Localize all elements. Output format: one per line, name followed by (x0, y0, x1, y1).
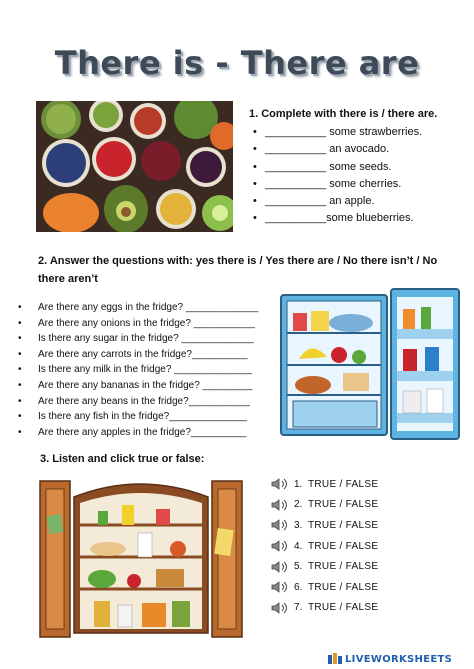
list-item[interactable]: • __________some blueberries. (249, 210, 464, 227)
item-number: 4. (294, 540, 303, 552)
true-false-options[interactable]: TRUE / FALSE (308, 540, 379, 552)
fruit-bowls-photo (36, 101, 233, 232)
bullet-icon: • (18, 348, 22, 360)
true-false-item (270, 495, 460, 516)
list-item[interactable]: • __________ some strawberries. (249, 124, 464, 141)
item-number: 6. (294, 581, 303, 593)
footer (328, 653, 452, 666)
bullet-icon: • (18, 302, 22, 313)
item-number: 5. (294, 561, 303, 573)
list-item[interactable]: • Are there any apples in the fridge?__________ (18, 425, 273, 441)
bullet-icon: • (253, 177, 257, 190)
true-false-options[interactable]: TRUE / FALSE (308, 499, 379, 511)
item-number: 1. (294, 478, 303, 490)
cupboard-illustration (38, 475, 244, 640)
true-false-options[interactable]: TRUE / FALSE (308, 519, 379, 531)
list-item[interactable]: • __________ an apple. (249, 193, 464, 210)
speaker-icon[interactable] (270, 498, 292, 512)
item-number: 2. (294, 499, 303, 511)
bullet-icon: • (18, 333, 22, 345)
speaker-icon[interactable] (270, 539, 292, 553)
true-false-item (270, 598, 460, 619)
true-false-options[interactable]: TRUE / FALSE (308, 478, 379, 490)
bullet-icon: • (18, 426, 22, 438)
list-item[interactable]: • Are there any carrots in the fridge?__________ (18, 347, 273, 363)
bullet-icon: • (18, 317, 22, 329)
list-item[interactable]: • Is there any milk in the fridge? ______________ (18, 362, 273, 378)
speaker-icon[interactable] (270, 580, 292, 594)
speaker-icon[interactable] (270, 601, 292, 615)
list-item[interactable]: • __________ an avocado. (249, 141, 464, 158)
bullet-icon: • (18, 379, 22, 391)
list-item[interactable]: • Are there any beans in the fridge?___________ (18, 394, 273, 410)
true-false-item (270, 515, 460, 536)
section-1-list (249, 124, 464, 228)
bullet-icon: • (18, 364, 22, 376)
true-false-options[interactable]: TRUE / FALSE (308, 581, 379, 593)
page-title: There is - There are (54, 44, 420, 82)
section-3-true-false (270, 474, 460, 618)
true-false-options[interactable]: TRUE / FALSE (308, 561, 379, 573)
brand-name[interactable]: LIVEWORKSHEETS (345, 654, 453, 665)
section-2-heading: 2. Answer the questions with: yes there is / Yes there are / No there isn’t / No there aren’t (38, 255, 438, 285)
section-complete (249, 108, 464, 228)
section-1-heading: 1. Complete with there is / there are. (249, 108, 438, 120)
speaker-icon[interactable] (270, 477, 292, 491)
list-item[interactable]: • Are there any bananas in the fridge? _________ (18, 378, 273, 394)
bullet-icon: • (18, 395, 22, 407)
section-2-questions (18, 300, 273, 440)
bullet-icon: • (253, 160, 257, 173)
true-false-options[interactable]: TRUE / FALSE (308, 602, 379, 614)
true-false-item (270, 577, 460, 598)
item-number: 3. (294, 519, 303, 531)
item-number: 7. (294, 602, 303, 614)
speaker-icon[interactable] (270, 518, 292, 532)
true-false-item (270, 556, 460, 577)
liveworksheets-logo-icon (328, 653, 342, 666)
true-false-item (270, 536, 460, 557)
list-item[interactable]: • Are there any onions in the fridge? ___________ (18, 316, 273, 332)
list-item[interactable]: • Are there any eggs in the fridge? _____________ (18, 300, 273, 316)
bullet-icon: • (253, 126, 257, 138)
list-item[interactable]: • __________ some seeds. (249, 159, 464, 176)
bullet-icon: • (253, 143, 257, 156)
fridge-illustration (279, 287, 465, 441)
speaker-icon[interactable] (270, 560, 292, 574)
list-item[interactable]: • Is there any fish in the fridge?______________ (18, 409, 273, 425)
list-item[interactable]: • Is there any sugar in the fridge? _____________ (18, 331, 273, 347)
list-item[interactable]: • __________ some cherries. (249, 176, 464, 193)
bullet-icon: • (253, 212, 257, 225)
bullet-icon: • (18, 411, 22, 423)
true-false-item (270, 474, 460, 495)
section-3-heading: 3. Listen and click true or false: (40, 453, 205, 465)
bullet-icon: • (253, 195, 257, 208)
